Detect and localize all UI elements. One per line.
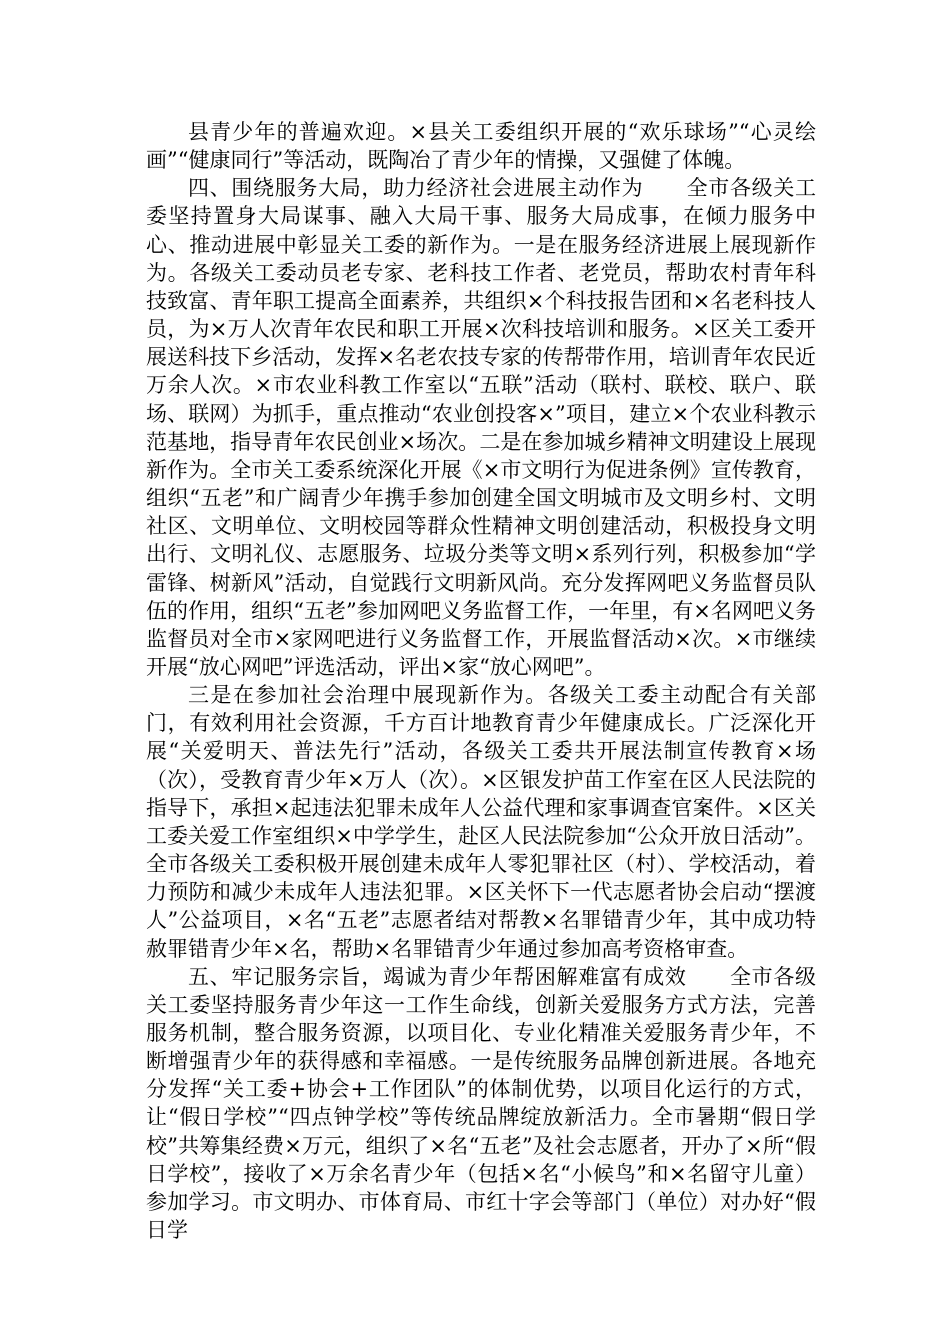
paragraph-3: 三是在参加社会治理中展现新作为。各级关工委主动配合有关部门，有效利用社会资源，千方百计地教育青少年健康成长。广泛深化开展“关爱明天、普法先行”活动，各级关工委共开展法制宣传教育×场（次），受教育青少年×万人（次）。×区银发护苗工作室在区人民法院的指导下，承担×起违法犯罪未成年人公益代理和家事调查官案件。×区关工委关爱工作室组织×中学学生，赴区人民法院参加“公众开放日活动”。全市各级关工委积极开展创建未成年人零犯罪社区（村）、学校活动，着力预防和减少未成年人违法犯罪。×区关怀下一代志愿者协会启动“摆渡人”公益项目，×名“五老”志愿者结对帮教×名罪错青少年，其中成功特赦罪错青少年×名，帮助×名罪错青少年通过参加高考资格审查。 — [146, 683, 816, 961]
paragraph-1: 县青少年的普遍欢迎。×县关工委组织开展的“欢乐球场”“心灵绘画”“健康同行”等活动，既陶冶了青少年的情操，又强健了体魄。 — [146, 120, 816, 173]
paragraph-2: 四、围绕服务大局，助力经济社会进展主动作为 全市各级关工委坚持置身大局谋事、融入大局干事、服务大局成事，在倾力服务中心、推动进展中彰显关工委的新作为。一是在服务经济进展上展现新作为。各级关工委动员老专家、老科技工作者、老党员，帮助农村青年科技致富、青年职工提高全面素养，共组织×个科技报告团和×名老科技人员，为×万人次青年农民和职工开展×次科技培训和服务。×区关工委开展送科技下乡活动，发挥×名老农技专家的传帮带作用，培训青年农民近万余人次。×市农业科教工作室以“五联”活动（联村、联校、联户、联场、联网）为抓手，重点推动“农业创投客×”项目，建立×个农业科教示范基地，指导青年农民创业×场次。二是在参加城乡精神文明建设上展现新作为。全市关工委系统深化开展《×市文明行为促进条例》宣传教育，组织“五老”和广阔青少年携手参加创建全国文明城市及文明乡村、文明社区、文明单位、文明校园等群众性精神文明创建活动，积极投身文明出行、文明礼仪、志愿服务、垃圾分类等文明×系列行列，积极参加“学雷锋、树新风”活动，自觉践行文明新风尚。充分发挥网吧义务监督员队伍的作用，组织“五老”参加网吧义务监督工作，一年里，有×名网吧义务监督员对全市×家网吧进行义务监督工作，开展监督活动×次。×市继续开展“放心网吧”评选活动，评出×家“放心网吧”。 — [146, 176, 816, 679]
paragraph-4: 五、牢记服务宗旨，竭诚为青少年帮困解难富有成效 全市各级关工委坚持服务青少年这一工作生命线，创新关爱服务方式方法，完善服务机制，整合服务资源，以项目化、专业化精准关爱服务青少年，不断增强青少年的获得感和幸福感。一是传统服务品牌创新进展。各地充分发挥“关工委+协会+工作团队”的体制优势，以项目化运行的方式，让“假日学校”“四点钟学校”等传统品牌绽放新活力。全市暑期“假日学校”共筹集经费×万元，组织了×名“五老”及社会志愿者，开办了×所“假日学校”，接收了×万余名青少年（包括×名“小候鸟”和×名留守儿童）参加学习。市文明办、市体育局、市红十字会等部门（单位）对办好“假日学 — [146, 964, 816, 1243]
document-body — [146, 118, 816, 1244]
